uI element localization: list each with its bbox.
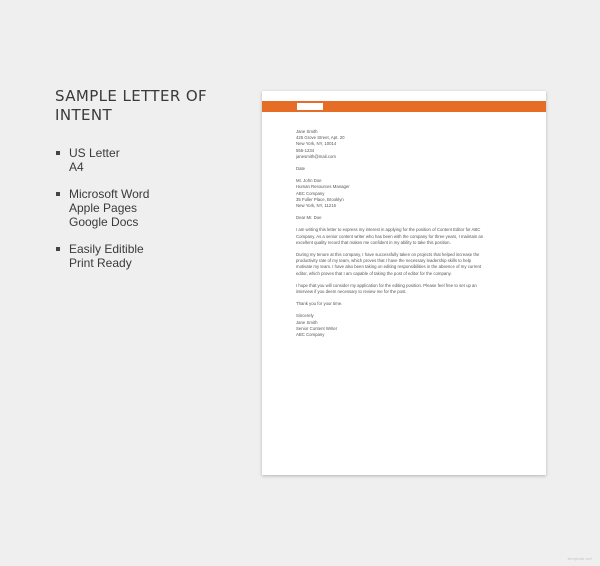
- paragraph-line: Thank you for your time.: [296, 301, 343, 307]
- letter-paragraphs: [296, 227, 516, 307]
- letter-line: 555-1234: [296, 147, 315, 153]
- letter-paragraph: [296, 301, 516, 307]
- feature-line: Print Ready: [69, 256, 132, 270]
- letter-line: janesmith@mail.com: [296, 153, 336, 159]
- feature-line: Apple Pages: [69, 201, 138, 215]
- letter-line: Mr. John Doe: [296, 178, 322, 184]
- feature-item: [55, 146, 250, 174]
- salutation: Dear Mr. Doe: [296, 215, 322, 221]
- letter-line: Senior Content Writer: [296, 325, 338, 331]
- paragraph-line: I hope that you will consider my application for the editing position. Please feel free to set up an: [296, 282, 477, 288]
- feature-line: Google Docs: [69, 215, 139, 229]
- letter-header-band: [262, 101, 546, 112]
- letter-line: Jane Smith: [296, 319, 318, 325]
- paragraph-line: Company. As a senior content writer who has been with the company for three years, I maintain an: [296, 233, 484, 239]
- letter-paragraph: [296, 252, 516, 277]
- recipient-address: [296, 178, 516, 209]
- letter-line: 35 Fuller Place, Brooklyn: [296, 196, 344, 202]
- letter-body: [296, 129, 516, 344]
- letter-line: ABC Company: [296, 332, 325, 338]
- letter-line: Human Resources Manager: [296, 184, 350, 190]
- closing-block: [296, 313, 516, 338]
- date-label: Date: [296, 166, 306, 172]
- template-info-panel: [55, 87, 250, 283]
- feature-item: [55, 242, 250, 270]
- letter-line: New York, NY, 10014: [296, 141, 337, 147]
- paragraph-line: During my tenure at this company, I have successfully taken on projects that helped increase the: [296, 252, 480, 258]
- feature-line: A4: [69, 160, 84, 174]
- watermark: template.net: [567, 556, 592, 561]
- feature-line: Microsoft Word: [69, 187, 150, 201]
- sender-address: [296, 129, 516, 160]
- feature-line: US Letter: [69, 146, 120, 160]
- letter-preview: [262, 91, 546, 475]
- letter-line: ABC Company: [296, 190, 325, 196]
- paragraph-line: editor, which proves that I am capable of taking the post of editor for the company.: [296, 270, 452, 276]
- paragraph-line: interview if you deem necessary to review me for the post.: [296, 289, 407, 295]
- paragraph-line: motivate my team. I have also been taking on editing responsibilities in the absence of my current: [296, 264, 482, 270]
- salutation-block: [296, 215, 516, 221]
- letter-line: Jane Smith: [296, 129, 318, 134]
- letter-paragraph: [296, 227, 516, 246]
- letter-line: New York, NY, 11215: [296, 203, 336, 209]
- feature-item: [55, 187, 250, 229]
- letter-date: [296, 166, 516, 172]
- letter-line: 425 Grove Street, Apt. 20: [296, 135, 345, 141]
- paragraph-line: productivity rate of my team, which proves that I have the necessary leadership skills to help: [296, 258, 472, 264]
- paragraph-line: excellent quality record that makes me confident in my ability to take this position.: [296, 239, 451, 245]
- feature-line: Easily Editible: [69, 242, 144, 256]
- logo-placeholder: [297, 103, 323, 110]
- page-title: SAMPLE LETTER OF INTENT: [55, 87, 208, 124]
- feature-list: [55, 146, 250, 270]
- paragraph-line: I am writing this letter to express my interest in applying for the position of Content Editor for ABC: [296, 227, 481, 233]
- letter-line: Sincerely: [296, 313, 314, 319]
- letter-paragraph: [296, 283, 516, 295]
